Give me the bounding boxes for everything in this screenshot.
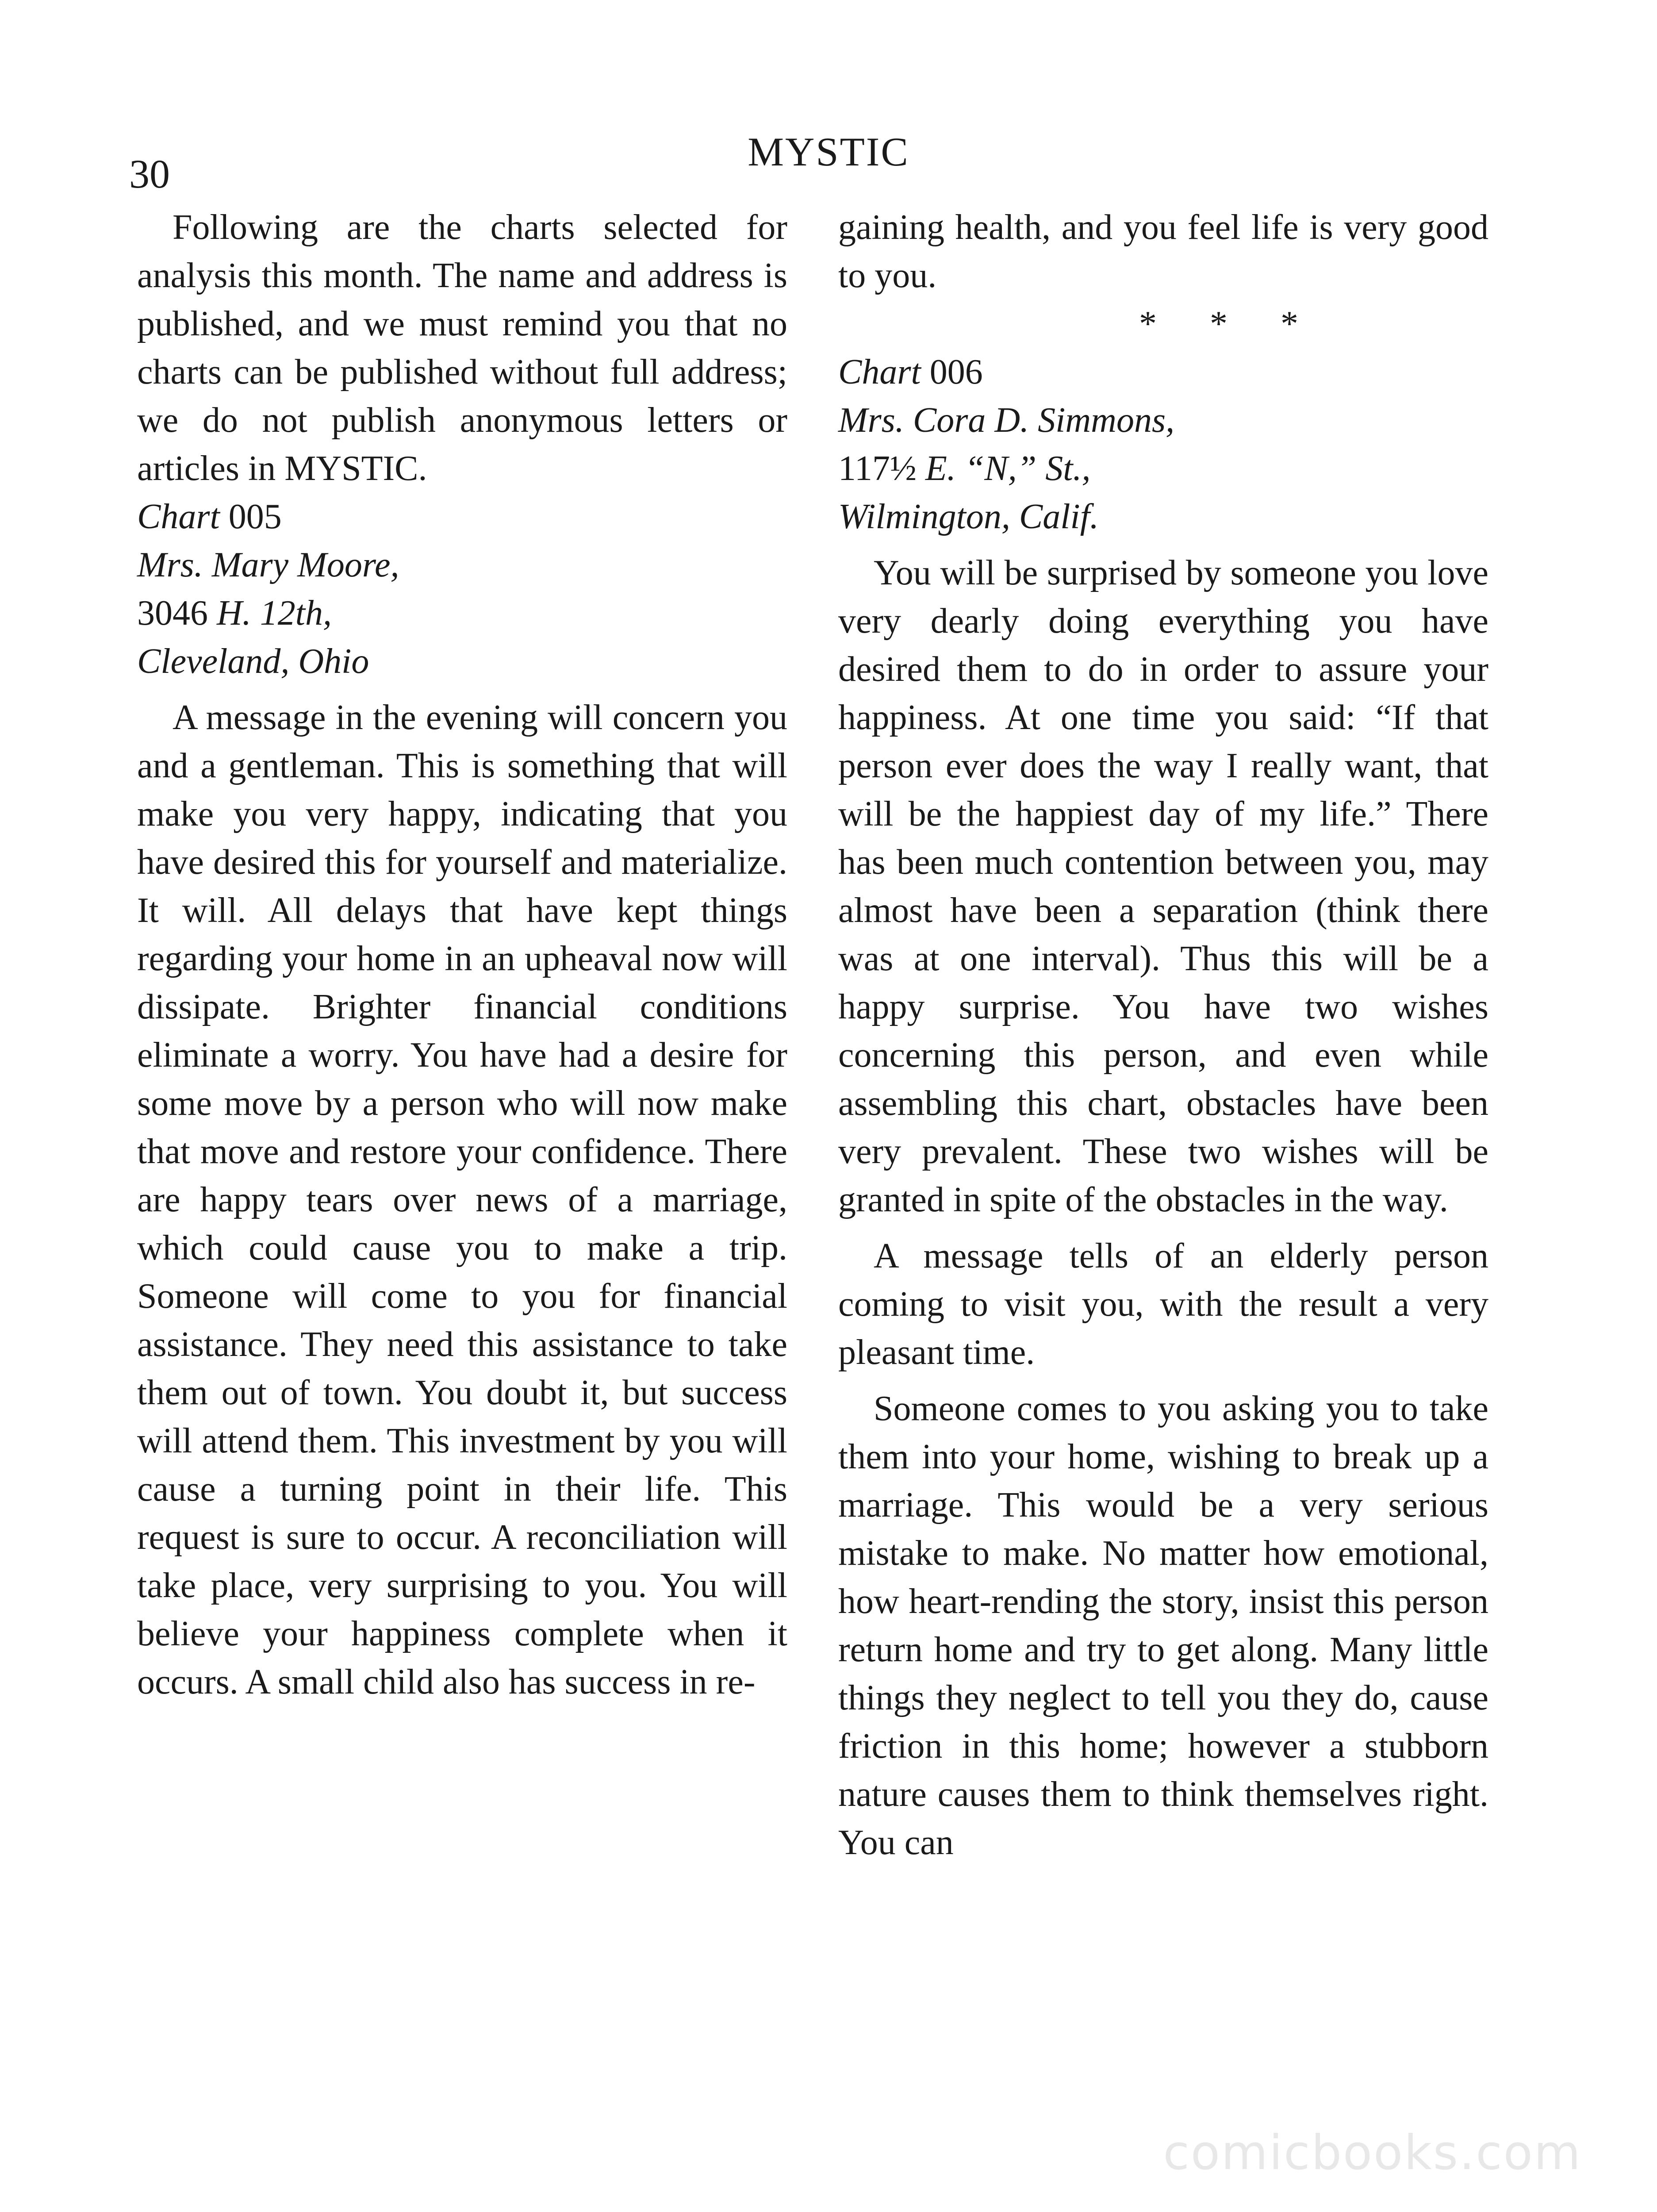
page-number: 30 bbox=[129, 151, 170, 196]
chart-number: 005 bbox=[228, 497, 282, 536]
chart-reading: A message in the evening will concern you and a gentleman. This is something that will make you very happy, indicating that you have desired this for yourself and materialize. It will. All delays that have kept things regarding your home in an upheaval now will dissipate. Brighter financial conditions eliminate a worry. You have had a desire for some move by a person who will now make that move and restore your confidence. There are happy tears over news of a marriage, which could cause you to make a trip. Someone will come to you for financial assistance. They need this assistance to take them out of town. You doubt it, but success will attend them. This investment by you will cause a turning point in their life. This request is sure to occur. A reconciliation will take place, very surprising to you. You will believe your happiness complete when it occurs. A small child also has success in re- bbox=[137, 698, 787, 1701]
intro-paragraph: Following are the charts selected for analysis this month. The name and address is published, and we must remind you that no charts can be published without full address; we do not publish anonymous letters or articles in MYSTIC. bbox=[137, 208, 787, 488]
recipient-city: Wilmington, Calif. bbox=[838, 497, 1099, 536]
watermark: comicbooks.com bbox=[1163, 2125, 1582, 2181]
recipient-name: Mrs. Cora D. Simmons, bbox=[838, 401, 1175, 440]
chart-heading: Chart 005 bbox=[137, 497, 282, 536]
left-column bbox=[137, 204, 787, 1706]
continued-paragraph: gaining health, and you feel life is very good to you. bbox=[838, 208, 1488, 295]
recipient-name: Mrs. Mary Moore, bbox=[137, 545, 399, 584]
right-column bbox=[838, 204, 1488, 1867]
chart-reading-paragraph: Someone comes to you asking you to take them into your home, wishing to break up a marriage. This would be a very serious mistake to make. No matter how emotional, how heart-rending the story, insist this person return home and try to get along. Many little things they neglect to tell you they do, cause friction in this home; however a stubborn nature causes them to think themselves right. You can bbox=[838, 1389, 1488, 1862]
magazine-title: MYSTIC bbox=[748, 129, 909, 174]
recipient-city: Cleveland, Ohio bbox=[137, 642, 369, 681]
recipient-street: 117½ E. “N,” St., bbox=[838, 449, 1091, 488]
chart-reading-paragraph: You will be surprised by someone you love very dearly doing everything you have desired them to do in order to assure your happiness. At one time you said: “If that person ever does the way I really want, that will be the happiest day of my life.” There has been much contention between you, may almost have been a separation (think there was at one interval). Thus this will be a happy surprise. You have two wishes concerning this person, and even while assembling this chart, obstacles have been very prevalent. These two wishes will be granted in spite of the obstacles in the way. bbox=[838, 553, 1488, 1219]
chart-reading-paragraph: A message tells of an elderly person coming to visit you, with the result a very pleasant time. bbox=[838, 1237, 1488, 1372]
chart-heading: Chart 006 bbox=[838, 353, 983, 392]
section-separator: * * * bbox=[1139, 304, 1320, 343]
page-header bbox=[0, 128, 1657, 196]
recipient-street: 3046 H. 12th, bbox=[137, 594, 332, 633]
chart-number: 006 bbox=[929, 353, 983, 392]
